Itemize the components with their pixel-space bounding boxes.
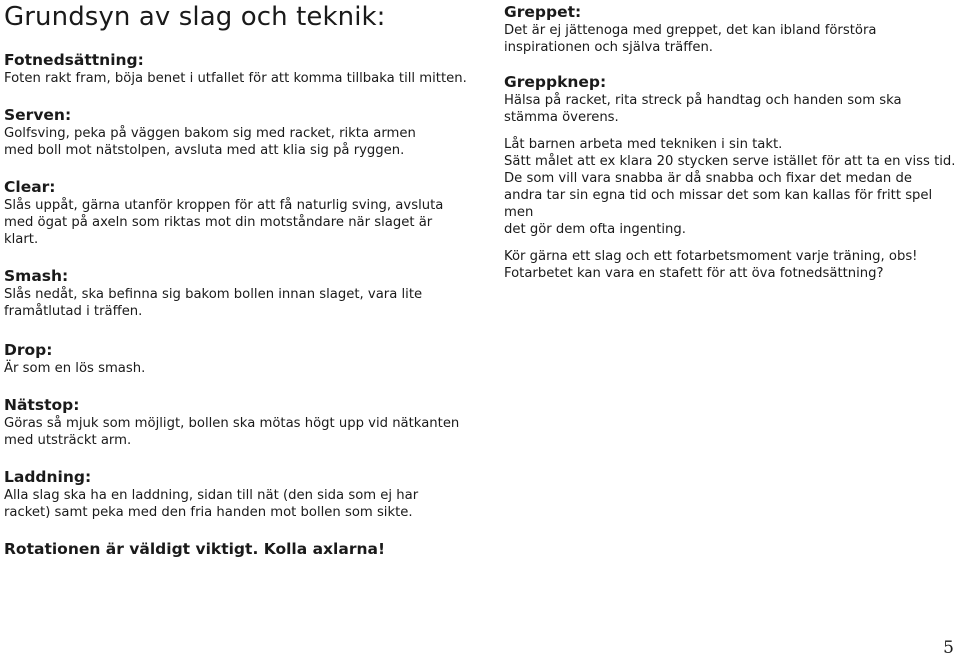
section-serven	[4, 105, 474, 159]
section-heading: Laddning:	[4, 468, 92, 486]
section-heading: Clear:	[4, 178, 56, 196]
section-natstop	[4, 395, 474, 449]
left-column	[4, 50, 474, 559]
tip-line: Sätt målet att ex klara 20 stycken serve istället för att ta en viss tid.	[504, 154, 956, 169]
section-closing	[504, 248, 958, 282]
section-line: framåtlutad i träffen.	[4, 304, 143, 319]
section-tips	[504, 136, 958, 238]
section-heading: Greppknep:	[504, 73, 607, 91]
section-line: Slås uppåt, gärna utanför kroppen för att få naturlig sving, avsluta	[4, 198, 444, 213]
tip-line: De som vill vara snabba är då snabba och fixar det medan de	[504, 171, 912, 186]
section-line: Det är ej jättenoga med greppet, det kan ibland förstöra	[504, 23, 877, 38]
tip-line: andra tar sin egna tid och missar det som kan kallas för fritt spel men	[504, 188, 933, 220]
section-fotnedsattning	[4, 50, 474, 87]
section-line: racket) samt peka med den fria handen mot bollen som sikte.	[4, 505, 413, 520]
final-note: Rotationen är väldigt viktigt. Kolla axlarna!	[4, 540, 386, 558]
section-line: stämma överens.	[504, 110, 619, 125]
page-title: Grundsyn av slag och teknik:	[4, 2, 386, 32]
section-greppknep	[504, 72, 958, 126]
page-number: 5	[943, 638, 954, 658]
section-heading: Greppet:	[504, 3, 582, 21]
section-heading: Serven:	[4, 106, 72, 124]
section-line: Golfsving, peka på väggen bakom sig med racket, rikta armen	[4, 126, 416, 141]
section-line: klart.	[4, 232, 39, 247]
section-line: Göras så mjuk som möjligt, bollen ska mötas högt upp vid nätkanten	[4, 416, 460, 431]
section-heading: Drop:	[4, 341, 53, 359]
section-line: Slås nedåt, ska befinna sig bakom bollen innan slaget, vara lite	[4, 287, 423, 302]
section-heading: Fotnedsättning:	[4, 51, 144, 69]
section-line: Alla slag ska ha en laddning, sidan till nät (den sida som ej har	[4, 488, 419, 503]
section-line: Är som en lös smash.	[4, 361, 146, 376]
section-heading: Smash:	[4, 267, 69, 285]
section-line: med ögat på axeln som riktas mot din motståndare när slaget är	[4, 215, 433, 230]
closing-line: Kör gärna ett slag och ett fotarbetsmoment varje träning, obs!	[504, 249, 918, 264]
section-line: inspirationen och själva träffen.	[504, 40, 714, 55]
section-drop	[4, 340, 474, 377]
section-greppet	[504, 2, 958, 56]
section-line: med boll mot nätstolpen, avsluta med att klia sig på ryggen.	[4, 143, 405, 158]
section-laddning	[4, 467, 474, 521]
section-line: Foten rakt fram, böja benet i utfallet för att komma tillbaka till mitten.	[4, 71, 467, 86]
section-clear	[4, 177, 474, 248]
right-column	[504, 2, 958, 300]
tip-line: det gör dem ofta ingenting.	[504, 222, 686, 237]
section-line: med utsträckt arm.	[4, 433, 132, 448]
section-line: Hälsa på racket, rita streck på handtag och handen som ska	[504, 93, 902, 108]
section-heading: Nätstop:	[4, 396, 80, 414]
section-smash	[4, 266, 474, 320]
tip-line: Låt barnen arbeta med tekniken i sin takt.	[504, 137, 783, 152]
closing-line: Fotarbetet kan vara en stafett för att öva fotnedsättning?	[504, 266, 884, 281]
